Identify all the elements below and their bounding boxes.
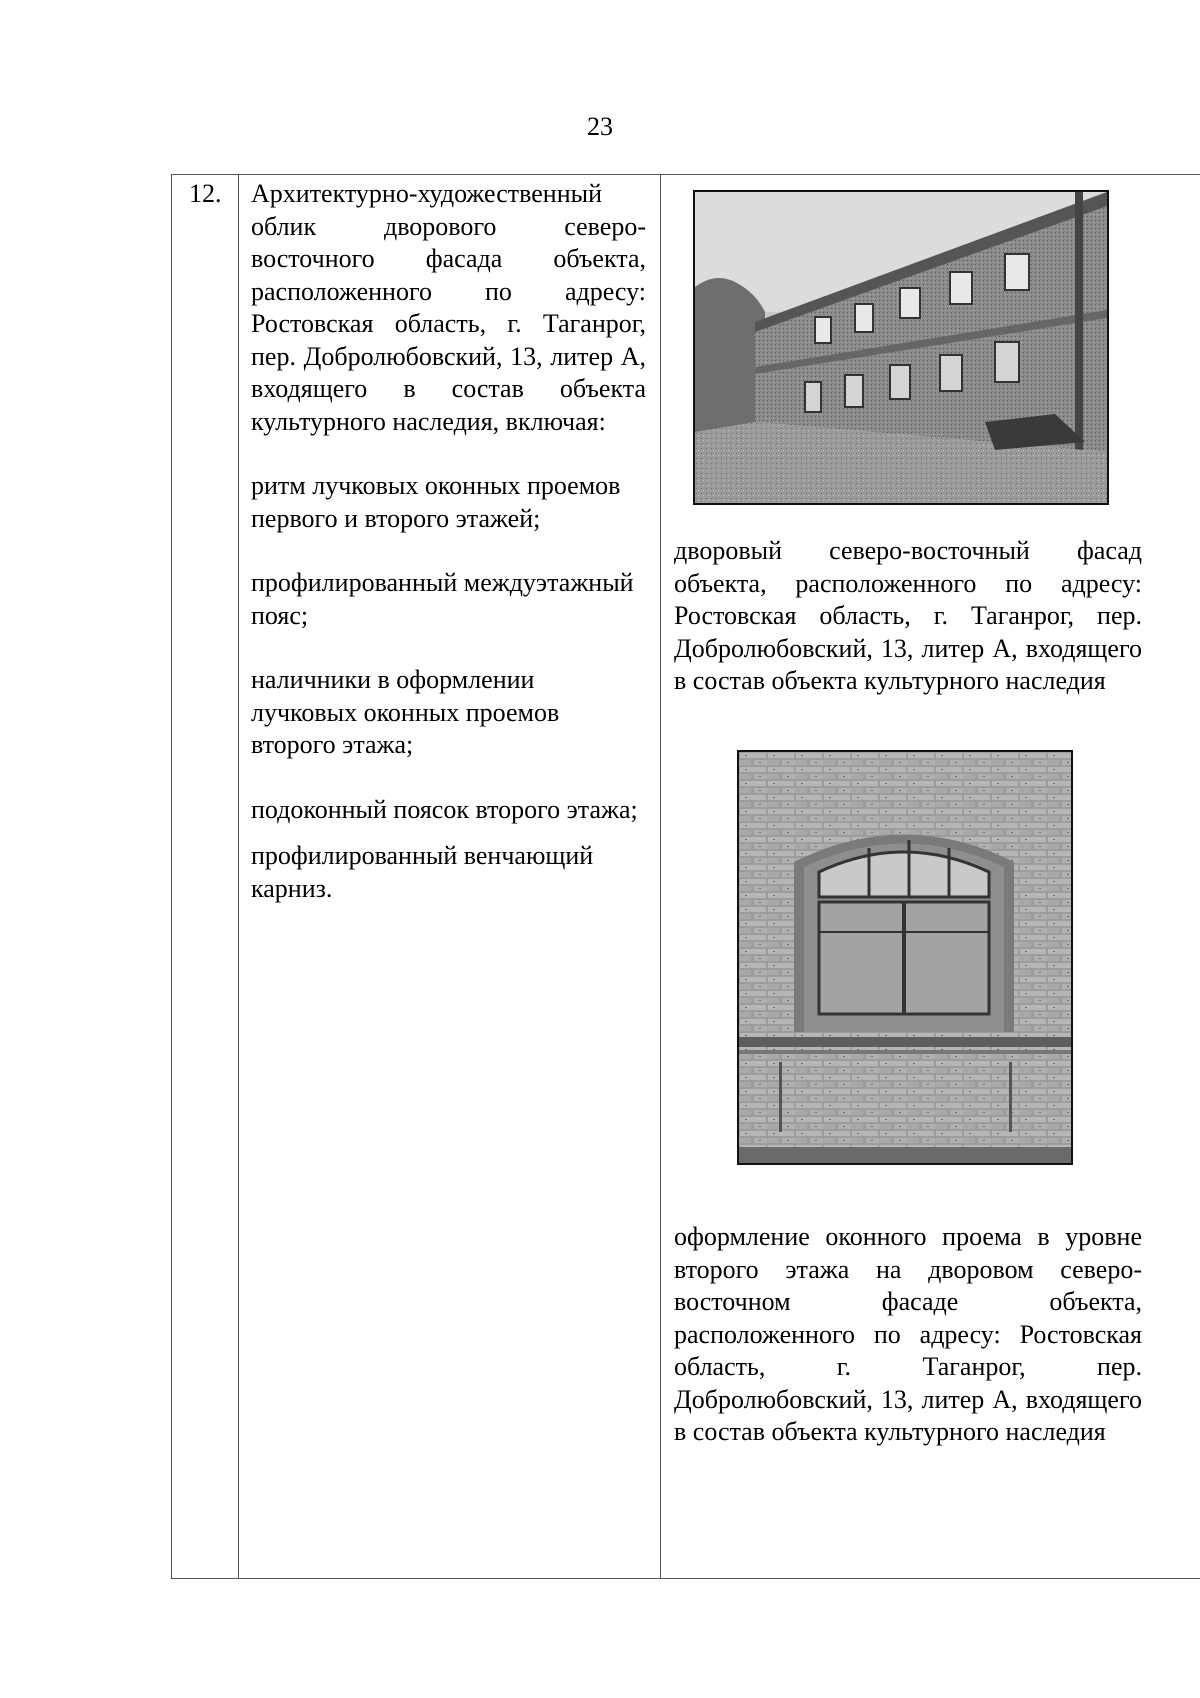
column-divider bbox=[238, 175, 239, 1578]
feature-item: ритм лучковых оконных проемов первого и второго этажей; bbox=[251, 471, 621, 533]
photo-caption: дворовый северо-восточный фасад объекта, расположенного по адресу: Ростовская область, г. Таганрог, пер. Добролюбовский, 13, литер А, входящего в состав объекта культурного наследия bbox=[674, 536, 1142, 695]
feature-item: наличники в оформлении лучковых оконных проемов второго этажа; bbox=[251, 665, 560, 759]
feature-item: профилированный междуэтажный пояс; bbox=[251, 568, 634, 630]
description-cell bbox=[251, 178, 646, 905]
heritage-table bbox=[171, 174, 1200, 1579]
row-index: 12. bbox=[189, 179, 222, 208]
page-number: 23 bbox=[587, 112, 613, 141]
photo-caption: оформление оконного проема в уровне второго этажа на дворовом северо-восточном фасаде объекта, расположенного по адресу: Ростовская область, г. Таганрог, пер. Добролюбовский, 13, литер А, входящего в состав объекта культурного наследия bbox=[674, 1222, 1142, 1446]
description-intro: Архитектурно-художественный облик дворового северо-восточного фасада объекта, расположенного по адресу: Ростовская область, г. Таганрог, пер. Добролюбовский, 13, литер А, входящего в состав объекта культурного наследия, включая: bbox=[251, 179, 646, 436]
feature-item: профилированный венчающий карниз. bbox=[251, 841, 594, 903]
building-facade-photo bbox=[693, 190, 1109, 505]
feature-item: подоконный поясок второго этажа; bbox=[251, 794, 638, 824]
column-divider bbox=[660, 175, 661, 1578]
arched-window-photo bbox=[737, 750, 1073, 1165]
